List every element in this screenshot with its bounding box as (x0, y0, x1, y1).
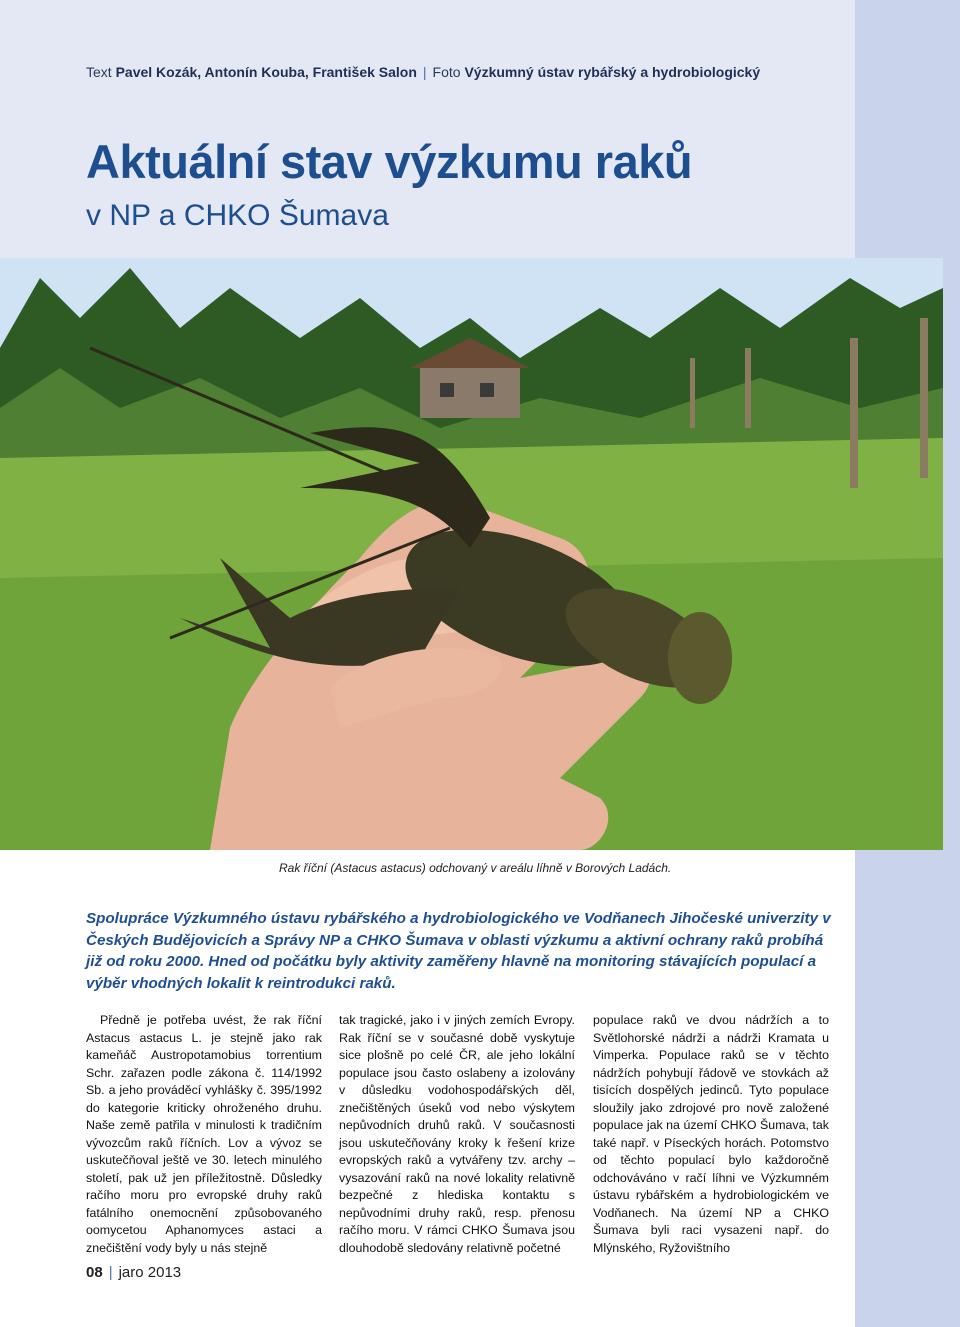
text-label: Text (86, 64, 112, 80)
column-2-text: tak tragické, jako i v jiných zemích Evropy. Rak říční se v současné době vyskytuje sice plošně po celé ČR, ale jeho lokální populace jsou často oslabeny a izolovány v důsledku vodohospodářských děl, znečištěných úseků vod nebo výskytem nepůvodních druhů raků. V současnosti jsou uskutečňovány kroky k řešení krize evropských raků a vytvářeny tzv. archy – vysazování raků na nové lokality relativně bezpečné z hlediska kontaktu s nepůvodními druhy raků, resp. přenosu račího moru. V rámci CHKO Šumava jsou dlouhodobě sledovány relativně početné (339, 1013, 575, 1255)
lead-paragraph: Spolupráce Výzkumného ústavu rybářského a hydrobiologického ve Vodňanech Jihočeské univerzity v Českých Budějovicích a Správy NP a CHKO Šumava v oblasti výzkumu a aktivní ochrany raků probíhá již od roku 2000. Hned od počátku byly aktivity zaměřeny hlavně na monitoring stávajících populací a výběr vhodných lokalit k reintrodukci raků. (86, 910, 831, 992)
column-3-text: populace raků ve dvou nádržích a to Světlohorské nádrži a nádrži Kramata u Vimperka. Populace raků se v těchto nádržích pohybují řádově ve stovkách až tisících dospělých jedinců. Tyto populace sloužily jako zdrojové pro nově založené populace jak na území CHKO Šumava, tak také např. v Píseckých horách. Potomstvo od těchto populací bylo každoročně odchováváno v račí líhni ve Výzkumném ústavu rybářském a hydrobiologickém ve Vodňanech. Na území NP a CHKO Šumava byli raci vysazeni např. do Mlýnského, Ryžovištního (593, 1013, 829, 1255)
page-footer: 08 | jaro 2013 (86, 1264, 182, 1281)
photo-label: Foto (432, 64, 461, 80)
crayfish-photo (0, 258, 943, 850)
article-title: Aktuální stav výzkumu raků (86, 135, 693, 188)
body-column-1 (86, 1012, 322, 1257)
caption-suffix: odchovaný v areálu líhně v Borových Ladách. (429, 861, 672, 875)
photo-caption (279, 861, 671, 875)
article-credits: Text Pavel Kozák, Antonín Kouba, František Salon | Foto Výzkumný ústav rybářský a hydrobiologický (86, 64, 761, 80)
article-subtitle: v NP a CHKO Šumava (86, 199, 389, 232)
issue-label: jaro 2013 (118, 1264, 182, 1281)
caption-prefix: Rak říční (279, 861, 328, 875)
body-column-3 (593, 1012, 829, 1257)
authors: Pavel Kozák, Antonín Kouba, František Salon (115, 64, 417, 80)
page-number: 08 (86, 1264, 103, 1281)
caption-latin: (Astacus astacus) (330, 861, 426, 875)
photo-credit: Výzkumný ústav rybářský a hydrobiologický (464, 64, 761, 80)
body-column-2 (339, 1012, 575, 1257)
column-1-text: Předně je potřeba uvést, že rak říční Astacus astacus L. je stejně jako rak kameňáč Austropotamobius torrentium Schr. zařazen podle zákona č. 114/1992 Sb. a jeho prováděcí vyhlášky č. 395/1992 do kategorie kriticky ohroženého druhu. Naše země patřila v minulosti k tradičním vývozcům raků říčních. Lov a vývoz se uskutečňoval ještě ve 30. letech minulého století, pak už jen příležitostně. Důsledky račího moru pro evropské druhy raků fatálního onemocnění způsobovaného oomycetou Aphanomyces astaci a znečištění vody byly u nás stejně (86, 1013, 322, 1255)
